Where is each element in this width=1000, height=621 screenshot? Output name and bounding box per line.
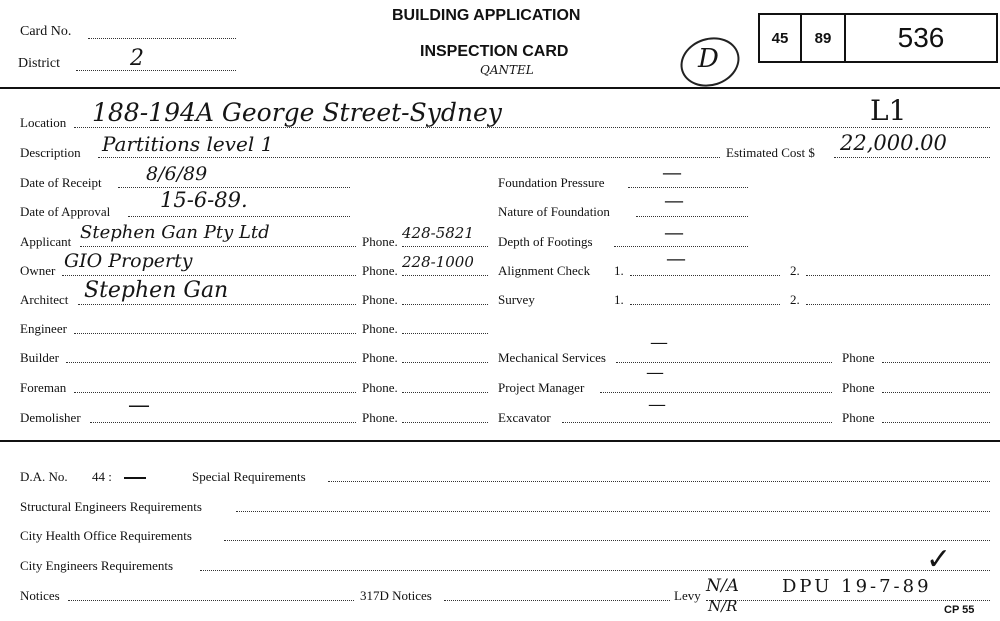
- applicant-phone-value: 428-5821: [402, 224, 474, 242]
- da-no-label: D.A. No.: [20, 469, 68, 484]
- foundation-pressure-field[interactable]: [628, 187, 748, 188]
- survey-label: Survey: [498, 292, 535, 307]
- card-no-field[interactable]: [88, 38, 236, 39]
- excavator-value: —: [648, 394, 666, 415]
- foundation-pressure-value: —: [662, 160, 682, 184]
- project-manager-label: Project Manager: [498, 380, 585, 395]
- engineer-phone-label: Phone.: [362, 321, 398, 336]
- date-receipt-label: Date of Receipt: [20, 175, 102, 190]
- mechanical-phone-field[interactable]: [882, 362, 990, 363]
- special-req-label: Special Requirements: [192, 469, 306, 484]
- mechanical-label: Mechanical Services: [498, 350, 606, 365]
- alignment-check-field-2[interactable]: [806, 275, 990, 276]
- location-value: 188-194A George Street-Sydney: [92, 98, 502, 127]
- estimated-cost-label: Estimated Cost $: [726, 145, 815, 160]
- alignment-check-num1: 1.: [614, 263, 624, 278]
- builder-phone-field[interactable]: [402, 362, 488, 363]
- demolisher-field[interactable]: [90, 422, 356, 423]
- notices-field[interactable]: [68, 600, 354, 601]
- city-health-label: City Health Office Requirements: [20, 528, 192, 543]
- special-req-field[interactable]: [328, 481, 990, 482]
- foreman-phone-label: Phone.: [362, 380, 398, 395]
- nature-foundation-label: Nature of Foundation: [498, 204, 610, 219]
- mechanical-value: —: [650, 332, 668, 353]
- notices-317d-field[interactable]: [444, 600, 670, 601]
- estimated-cost-value: 22,000.00: [840, 131, 947, 155]
- location-field[interactable]: [74, 127, 990, 128]
- architect-value: Stephen Gan: [84, 278, 229, 303]
- levy-label: Levy: [674, 588, 701, 603]
- alignment-check-field-1[interactable]: [630, 275, 780, 276]
- levy-stamp: DPU 19-7-89: [782, 576, 932, 597]
- header-divider: [0, 87, 1000, 89]
- description-label: Description: [20, 145, 81, 160]
- da-no-stroke: [124, 477, 146, 479]
- demolisher-phone-field[interactable]: [402, 422, 488, 423]
- applicant-phone-field[interactable]: [402, 246, 488, 247]
- survey-field-2[interactable]: [806, 304, 990, 305]
- project-manager-phone-label: Phone: [842, 380, 875, 395]
- owner-field[interactable]: [62, 275, 356, 276]
- alignment-check-num2: 2.: [790, 263, 800, 278]
- demolisher-phone-label: Phone.: [362, 410, 398, 425]
- reference-cell-1: 45: [760, 15, 802, 61]
- builder-phone-label: Phone.: [362, 350, 398, 365]
- project-manager-field[interactable]: [600, 392, 832, 393]
- alignment-check-label: Alignment Check: [498, 263, 591, 278]
- nature-foundation-field[interactable]: [636, 216, 748, 217]
- levy-value: N/A: [706, 576, 739, 596]
- title-line1: BUILDING APPLICATION: [392, 7, 581, 24]
- owner-value: GIO Property: [64, 250, 193, 272]
- date-approval-label: Date of Approval: [20, 204, 111, 219]
- survey-field-1[interactable]: [630, 304, 780, 305]
- district-value: 2: [130, 46, 144, 71]
- circled-mark-letter: D: [698, 44, 719, 74]
- project-manager-phone-field[interactable]: [882, 392, 990, 393]
- city-engineers-field[interactable]: [200, 570, 990, 571]
- reference-number-box: [758, 13, 998, 63]
- notices-label: Notices: [20, 588, 60, 603]
- district-label: District: [18, 56, 60, 71]
- title-annotation: QANTEL: [480, 63, 534, 77]
- foreman-phone-field[interactable]: [402, 392, 488, 393]
- date-approval-value: 15-6-89.: [160, 188, 248, 212]
- architect-phone-field[interactable]: [402, 304, 488, 305]
- notices-317d-label: 317D Notices: [360, 588, 432, 603]
- owner-label: Owner: [20, 263, 56, 278]
- applicant-value: Stephen Gan Pty Ltd: [80, 222, 270, 243]
- excavator-label: Excavator: [498, 410, 551, 425]
- city-health-field[interactable]: [224, 540, 990, 541]
- location-code: L1: [870, 94, 907, 127]
- nature-foundation-value: —: [664, 188, 684, 212]
- section-divider: [0, 440, 1000, 442]
- date-approval-field[interactable]: [128, 216, 350, 217]
- form-code: CP 55: [944, 604, 975, 616]
- demolisher-label: Demolisher: [20, 410, 81, 425]
- alignment-check-value: —: [666, 246, 686, 270]
- owner-phone-label: Phone.: [362, 263, 398, 278]
- foundation-pressure-label: Foundation Pressure: [498, 175, 605, 190]
- card-no-label: Card No.: [20, 24, 72, 39]
- project-manager-value: —: [646, 362, 664, 383]
- description-value: Partitions level 1: [102, 132, 274, 156]
- engineer-phone-field[interactable]: [402, 333, 488, 334]
- survey-num1: 1.: [614, 292, 624, 307]
- estimated-cost-field[interactable]: [834, 157, 990, 158]
- excavator-phone-label: Phone: [842, 410, 875, 425]
- levy-field[interactable]: [706, 600, 990, 601]
- structural-field[interactable]: [236, 511, 990, 512]
- builder-label: Builder: [20, 350, 59, 365]
- city-engineers-label: City Engineers Requirements: [20, 558, 174, 573]
- district-field[interactable]: [76, 70, 236, 71]
- owner-phone-field[interactable]: [402, 275, 488, 276]
- architect-field[interactable]: [78, 304, 356, 305]
- da-no-value: 44 :: [92, 469, 112, 484]
- foreman-label: Foreman: [20, 380, 67, 395]
- structural-label: Structural Engineers Requirements: [20, 499, 202, 514]
- mechanical-phone-label: Phone: [842, 350, 875, 365]
- engineer-field[interactable]: [74, 333, 356, 334]
- levy-value-2: N/R: [708, 597, 738, 615]
- depth-footings-label: Depth of Footings: [498, 234, 593, 249]
- applicant-label: Applicant: [20, 234, 72, 249]
- location-label: Location: [20, 115, 67, 130]
- builder-field[interactable]: [66, 362, 356, 363]
- excavator-field[interactable]: [562, 422, 832, 423]
- owner-phone-value: 228-1000: [402, 253, 474, 271]
- title-line2: INSPECTION CARD: [420, 43, 569, 60]
- demolisher-value: —: [128, 393, 150, 418]
- survey-num2: 2.: [790, 292, 800, 307]
- reference-number: 536: [897, 22, 945, 53]
- architect-label: Architect: [20, 292, 69, 307]
- description-field[interactable]: [98, 157, 720, 158]
- applicant-phone-label: Phone.: [362, 234, 398, 249]
- foreman-field[interactable]: [74, 392, 356, 393]
- applicant-field[interactable]: [80, 246, 356, 247]
- excavator-phone-field[interactable]: [882, 422, 990, 423]
- architect-phone-label: Phone.: [362, 292, 398, 307]
- depth-footings-value: —: [664, 220, 684, 244]
- checkmark: ✓: [926, 542, 952, 577]
- reference-cell-2: 89: [802, 15, 846, 61]
- engineer-label: Engineer: [20, 321, 67, 336]
- date-receipt-value: 8/6/89: [146, 163, 208, 185]
